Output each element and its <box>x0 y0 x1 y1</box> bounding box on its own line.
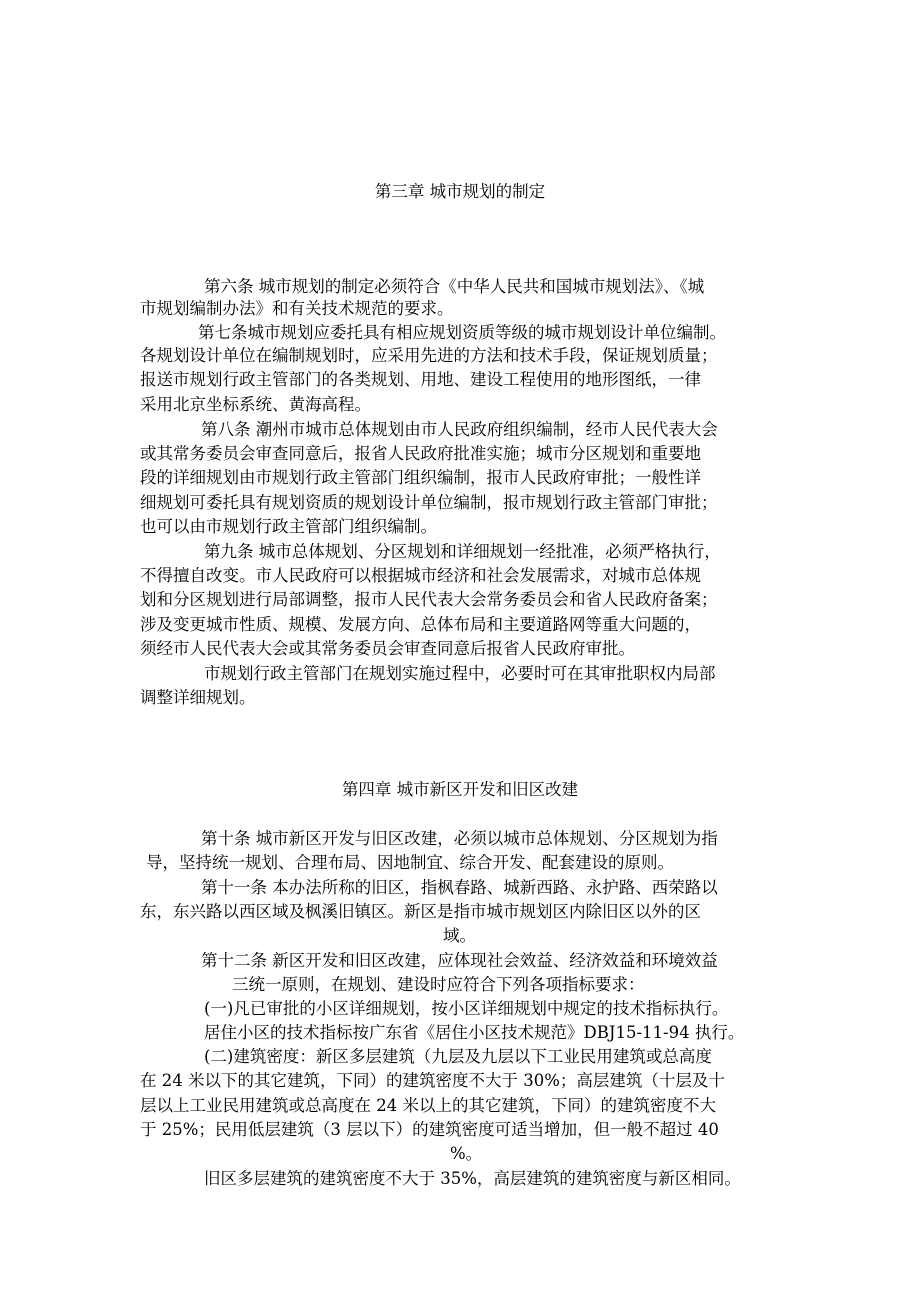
item-1-line-2: 居住小区的技术指标按广东省《居住小区技术规范》DBJ15-11-94 执行。 <box>204 1023 745 1042</box>
article-9-line-3: 划和分区规划进行局部调整，报市人民代表大会常务委员会和省人民政府备案； <box>140 590 718 609</box>
article-8-line-1: 第八条 潮州市城市总体规划由市人民政府组织编制，经市人民代表大会 <box>201 420 718 439</box>
article-11-line-2: 东，东兴路以西区域及枫溪旧镇区。新区是指市城市规划区内除旧区以外的区 <box>140 902 701 921</box>
paragraph-adjust-line-1: 市规划行政主管部门在规划实施过程中，必要时可在其审批职权内局部 <box>204 664 716 683</box>
article-12-line-2: 三统一原则，在规划、建设时应符合下列各项指标要求： <box>232 975 645 994</box>
article-10-line-1: 第十条 城市新区开发与旧区改建，必须以城市总体规划、分区规划为指 <box>201 829 718 848</box>
article-7-line-2: 各规划设计单位在编制规划时，应采用先进的方法和技术手段，保证规划质量； <box>140 346 718 365</box>
article-11-line-3: 域。 <box>443 926 476 945</box>
item-2-line-4: 于 25%；民用低层建筑（3 层以下）的建筑密度可适当增加，但一般不超过 40 <box>140 1120 719 1139</box>
article-8-line-2: 或其常务委员会审查同意后，报省人民政府批准实施；城市分区规划和重要地 <box>140 444 701 463</box>
article-9-line-4: 涉及变更城市性质、规模、发展方向、总体布局和主要道路网等重大问题的， <box>140 615 701 634</box>
article-7-line-3: 报送市规划行政主管部门的各类规划、用地、建设工程使用的地形图纸，一律 <box>140 370 701 389</box>
item-2-line-2: 在 24 米以下的其它建筑，下同）的建筑密度不大于 30%；高层建筑（十层及十 <box>140 1071 725 1090</box>
article-10-line-2: 导，坚持统一规划、合理布局、因地制宜、综合开发、配套建设的原则。 <box>146 853 674 872</box>
article-9-line-1: 第九条 城市总体规划、分区规划和详细规划一经批准，必须严格执行， <box>204 542 721 561</box>
article-7-line-1: 第七条城市规划应委托具有相应规划资质等级的城市规划设计单位编制。 <box>198 323 726 342</box>
article-12-line-1: 第十二条 新区开发和旧区改建，应体现社会效益、经济效益和环境效益 <box>201 951 718 970</box>
item-2-line-5: %。 <box>450 1144 483 1163</box>
paragraph-adjust-line-2: 调整详细规划。 <box>140 688 256 707</box>
article-7-line-4: 采用北京坐标系统、黄海高程。 <box>140 395 371 414</box>
article-8-line-4: 细规划可委托具有规划资质的规划设计单位编制，报市规划行政主管部门审批； <box>140 493 718 512</box>
old-district-density-line: 旧区多层建筑的建筑密度不大于 35%，高层建筑的建筑密度与新区相同。 <box>204 1169 741 1188</box>
chapter-4-title: 第四章 城市新区开发和旧区改建 <box>341 780 579 799</box>
chapter-3-title: 第三章 城市规划的制定 <box>374 182 546 201</box>
article-8-line-5: 也可以由市规划行政主管部门组织编制。 <box>140 517 437 536</box>
article-11-line-1: 第十一条 本办法所称的旧区，指枫春路、城新西路、永护路、西荣路以 <box>201 878 718 897</box>
article-8-line-3: 段的详细规划由市规划行政主管部门组织编制，报市人民政府审批；一般性详 <box>140 468 701 487</box>
article-6-line-1: 第六条 城市规划的制定必须符合《中华人民共和国城市规划法》、《城 <box>204 277 705 296</box>
item-1-line-1: (一)凡已审批的小区详细规划，按小区详细规划中规定的技术指标执行。 <box>204 999 729 1018</box>
article-9-line-5: 须经市人民代表大会或其常务委员会审查同意后报省人民政府审批。 <box>140 639 635 658</box>
item-2-line-1: (二)建筑密度：新区多层建筑（九层及九层以下工业民用建筑或总高度 <box>204 1047 712 1066</box>
article-9-line-2: 不得擅自改变。市人民政府可以根据城市经济和社会发展需求，对城市总体规 <box>140 566 701 585</box>
item-2-line-3: 层以上工业民用建筑或总高度在 24 米以上的其它建筑，下同）的建筑密度不大 <box>140 1096 716 1115</box>
article-6-line-2: 市规划编制办法》和有关技术规范的要求。 <box>140 299 454 318</box>
